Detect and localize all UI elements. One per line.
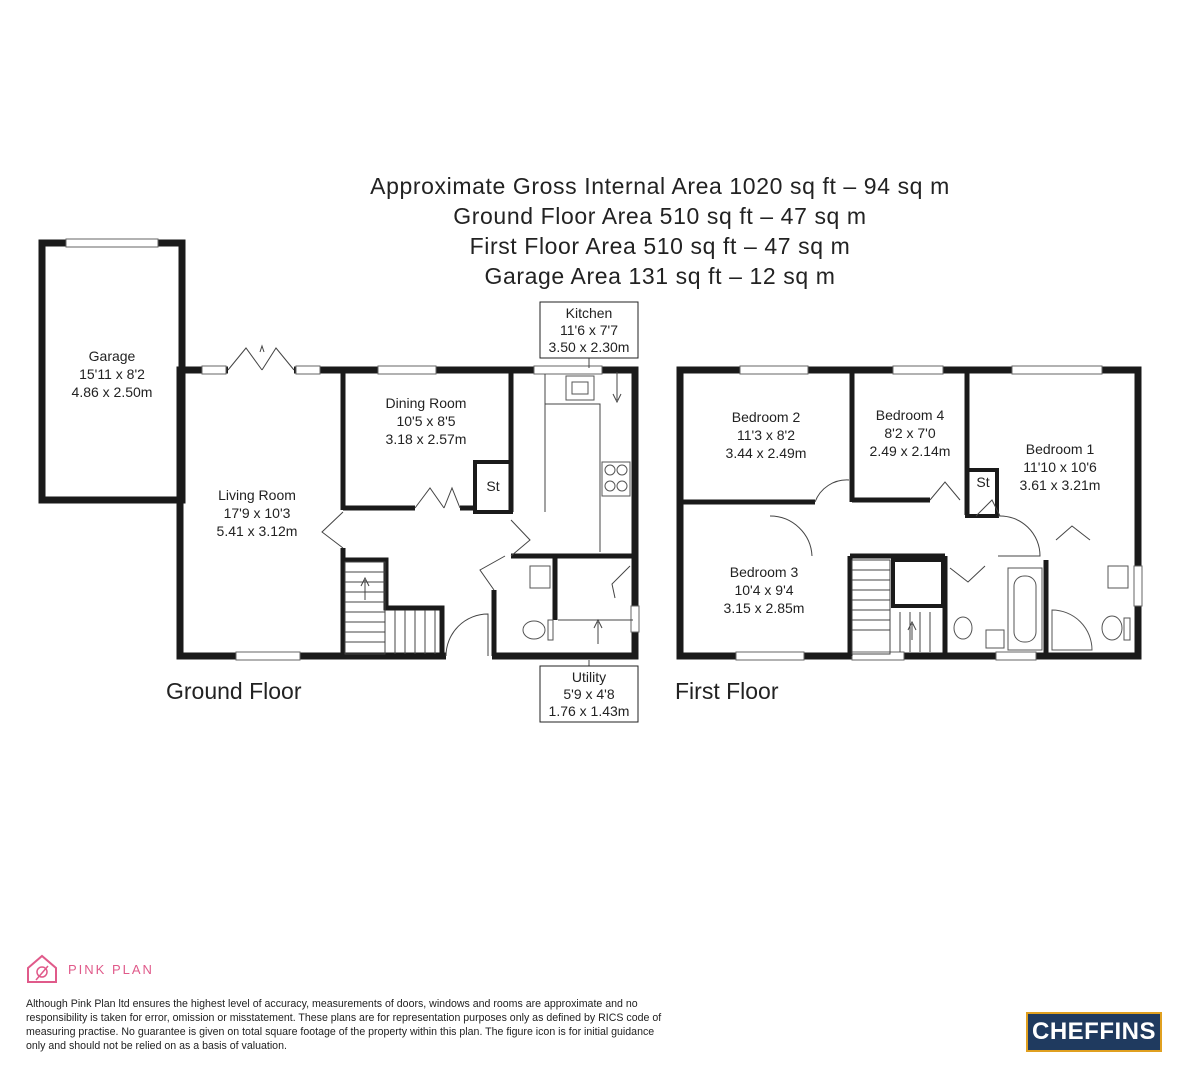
svg-text:Utility: Utility [571,669,607,685]
bathroom-fittings [954,568,1042,650]
svg-text:3.44 x 2.49m: 3.44 x 2.49m [725,445,807,461]
bedroom-3-label [724,564,805,616]
ground-floor-title: Ground Floor [166,678,302,704]
ground-floor-interior-walls [343,370,635,656]
pink-plan-brand-text: PINK PLAN [68,962,154,977]
ensuite-fittings [1052,566,1130,650]
svg-text:11'3 x 8'2: 11'3 x 8'2 [736,427,796,443]
svg-text:3.15 x 2.85m: 3.15 x 2.85m [723,600,805,616]
svg-text:4.86 x 2.50m: 4.86 x 2.50m [71,384,153,400]
svg-text:3.61 x 3.21m: 3.61 x 3.21m [1019,477,1101,493]
bedroom-1-label [1020,441,1101,493]
svg-text:St: St [976,474,990,490]
utility-label [540,660,638,722]
svg-text:St: St [486,478,500,494]
kitchen-fittings [545,372,630,552]
svg-text:Bedroom 2: Bedroom 2 [731,409,801,425]
garage-room-label [72,348,153,400]
svg-text:17'9 x 10'3: 17'9 x 10'3 [223,505,291,521]
svg-text:8'2 x 7'0: 8'2 x 7'0 [884,425,936,441]
svg-text:2.49 x 2.14m: 2.49 x 2.14m [869,443,951,459]
kitchen-label [540,302,638,368]
ground-store-label [486,478,499,494]
svg-text:11'10 x 10'6: 11'10 x 10'6 [1023,459,1097,475]
svg-text:5'9 x 4'8: 5'9 x 4'8 [563,686,615,702]
svg-text:11'6 x 7'7: 11'6 x 7'7 [559,322,619,338]
garage-area-text: Garage Area 131 sq ft – 12 sq m [484,263,836,289]
bedroom-2-label [726,409,807,461]
svg-text:10'4 x 9'4: 10'4 x 9'4 [734,582,794,598]
first-floor-area-text: First Floor Area 510 sq ft – 47 sq m [469,233,851,259]
first-store-label [976,474,989,490]
ground-floor-area-text: Ground Floor Area 510 sq ft – 47 sq m [453,203,867,229]
gross-area-text: Approximate Gross Internal Area 1020 sq ft – 94 sq m [370,173,950,199]
dining-room-label [386,395,467,447]
first-floor-title: First Floor [675,678,779,704]
svg-text:3.50 x 2.30m: 3.50 x 2.30m [548,339,630,355]
svg-text:15'11 x 8'2: 15'11 x 8'2 [79,366,145,382]
svg-text:Garage: Garage [88,348,136,364]
svg-text:Kitchen: Kitchen [565,305,613,321]
svg-text:Living Room: Living Room [218,487,296,503]
ground-wc-fittings [523,566,633,644]
svg-text:Bedroom 1: Bedroom 1 [1025,441,1095,457]
pink-plan-logo-icon [28,956,56,982]
cheffins-logo: CHEFFINS [1026,1012,1162,1052]
disclaimer-text: Although Pink Plan ltd ensures the highest level of accuracy, measurements of doors, windows and rooms are approximate and no responsibility is taken for error, omission or misstatement. These plans are for representation purposes only as defined by RICS code of measuring practise. No guarantee is given on total square footage of the property within this plan. The figure icon is for initial guidance only and should not be relied on as a basis of valuation. [26,998,662,1052]
svg-text:Bedroom 3: Bedroom 3 [729,564,799,580]
svg-text:1.76 x 1.43m: 1.76 x 1.43m [548,703,630,719]
svg-text:5.41 x 3.12m: 5.41 x 3.12m [216,523,298,539]
svg-text:10'5 x 8'5: 10'5 x 8'5 [396,413,456,429]
svg-text:3.18 x 2.57m: 3.18 x 2.57m [385,431,467,447]
svg-text:Dining Room: Dining Room [385,395,467,411]
svg-text:Bedroom 4: Bedroom 4 [875,407,945,423]
first-floor-doors [770,480,1090,582]
living-room-label [217,487,298,539]
bedroom-4-label [870,407,951,459]
